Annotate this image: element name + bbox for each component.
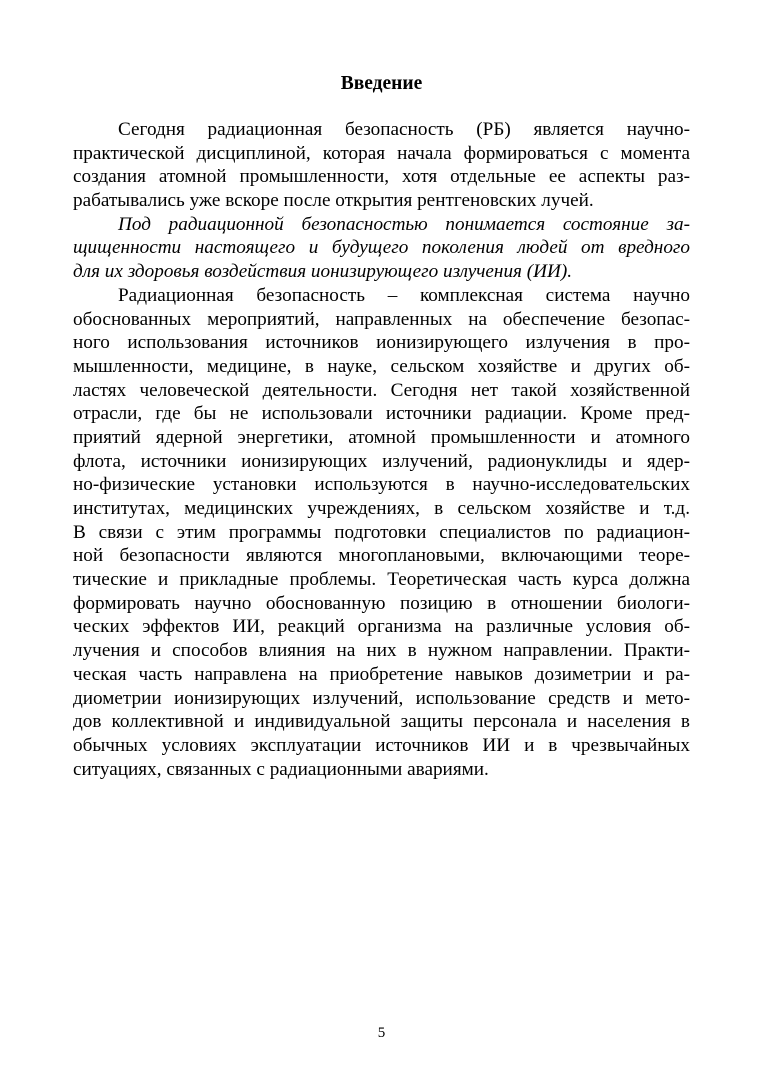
text-line: ческих эффектов ИИ, реакций организма на различные условия об- [73,616,690,638]
text-line: дов коллективной и индивидуальной защиты персонала и населения в [73,711,690,733]
text-line: Радиационная безопасность – комплексная система научно [118,284,690,306]
text-line: диометрии ионизирующих излучений, использование средств и мето- [73,687,690,709]
text-line: ной безопасности являются многоплановыми, включающими теоре- [73,545,690,567]
text-line: практической дисциплиной, которая начала формироваться с момента [73,142,690,164]
page-number: 5 [377,1025,386,1041]
text-line: приятий ядерной энергетики, атомной промышленности и атомного [73,426,690,448]
text-line: для их здоровья воздействия ионизирующего излучения (ИИ). [73,261,573,283]
text-line: ластях человеческой деятельности. Сегодня нет такой хозяйственной [73,379,690,401]
body-text [73,118,690,781]
text-line: отрасли, где бы не использовали источники радиации. Кроме пред- [73,403,690,425]
text-line: создания атомной промышленности, хотя отдельные ее аспекты раз- [73,166,690,188]
text-line: Сегодня радиационная безопасность (РБ) является научно- [118,119,690,140]
text-line: флота, источники ионизирующих излучений, радионуклиды и ядер- [73,450,690,472]
text-line: институтах, медицинских учреждениях, в сельском хозяйстве и т.д. [73,498,690,519]
text-line: обычных условиях эксплуатации источников ИИ и в чрезвычайных [73,734,690,756]
text-line: ного использования источников ионизирующего излучения в про- [73,332,690,354]
text-line: щищенности настоящего и будущего поколения людей от вредного [73,237,690,259]
text-line: В связи с этим программы подготовки специалистов по радиацион- [73,521,690,543]
text-line: Под радиационной безопасностью понимается состояние за- [118,213,690,235]
text-line: обоснованных мероприятий, направленных на обеспечение безопас- [73,308,690,330]
text-line: но-физические установки используются в научно-исследовательских [73,474,690,496]
text-line: ческая часть направлена на приобретение навыков дозиметрии и ра- [73,663,690,685]
text-line: мышленности, медицине, в науке, сельском хозяйстве и других об- [73,355,690,377]
text-line: рабатывались уже вскоре после открытия рентгеновских лучей. [73,190,594,212]
paragraph-main [73,284,690,781]
section-heading: Введение [340,73,423,94]
text-line: формировать научно обоснованную позицию в отношении биологи- [73,592,690,614]
text-line: ситуациях, связанных с радиационными авариями. [73,758,489,780]
text-line: лучения и способов влияния на них в нужном направлении. Практи- [73,640,690,662]
paragraph-intro [73,118,690,213]
text-line: тические и прикладные проблемы. Теоретическая часть курса должна [73,569,690,591]
paragraph-definition [73,213,690,284]
